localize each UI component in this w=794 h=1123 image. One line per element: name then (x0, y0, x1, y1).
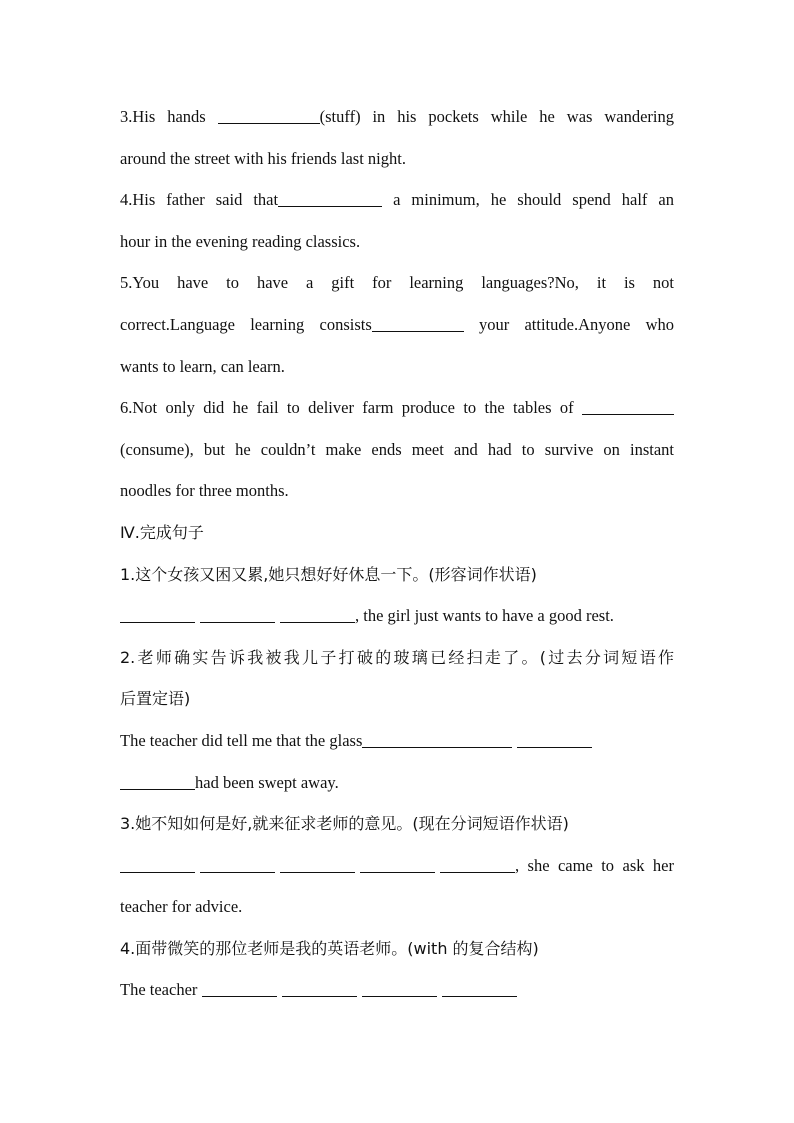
s4-q3-tail: , she came to ask her (515, 855, 674, 875)
s4-q1-blank-1[interactable] (120, 606, 195, 624)
section-4-heading (120, 512, 674, 554)
s4-q2-prompt-1 (120, 637, 674, 679)
q3-text-1: 3.His hands (120, 107, 218, 126)
s4-q2-prompt-text-2: 后置定语) (120, 689, 191, 709)
s4-q2-answer-line-2 (120, 762, 674, 804)
q3-text-2: (stuff) in his pockets while he was wandering (319, 107, 674, 126)
q6-blank[interactable] (582, 398, 674, 416)
s4-q2-answer-line-1 (120, 720, 674, 762)
s4-q4-blank-2[interactable] (282, 980, 357, 998)
s4-q2-blank-3[interactable] (120, 772, 195, 790)
s4-q4-head: The teacher (120, 980, 202, 1000)
q3-line-1 (120, 96, 674, 138)
q5-text-1: 5.You have to have a gift for learning languages?No, it is not (120, 273, 674, 293)
q5-line-3 (120, 346, 674, 388)
q5-blank[interactable] (372, 314, 464, 332)
s4-q1-prompt (120, 554, 674, 596)
q5-line-1 (120, 262, 674, 304)
s4-q1-prompt-text: 1.这个女孩又困又累,她只想好好休息一下。(形容词作状语) (120, 564, 537, 584)
s4-q2-head: The teacher did tell me that the glass (120, 730, 363, 750)
s4-q3-blank-1[interactable] (120, 855, 195, 873)
s4-q3-tail-2: teacher for advice. (120, 897, 243, 917)
q5-text-2: correct.Language learning consists (120, 314, 372, 334)
q4-blank[interactable] (278, 190, 382, 208)
q6-text-1: 6.Not only did he fail to deliver farm produce to the tables of (120, 398, 582, 418)
s4-q3-answer-line-1 (120, 845, 674, 887)
q6-line-1 (120, 387, 674, 429)
q4-text-3: hour in the evening reading classics. (120, 231, 361, 251)
s4-q1-blank-3[interactable] (280, 606, 355, 624)
s4-q1-answer-line (120, 595, 674, 637)
q6-text-2: (consume), but he couldn’t make ends meet and had to survive on instant (120, 439, 674, 459)
q3-blank[interactable] (218, 107, 320, 125)
section-4-title: Ⅳ.完成句子 (120, 522, 204, 542)
s4-q3-prompt (120, 803, 674, 845)
s4-q4-prompt (120, 928, 674, 970)
s4-q2-prompt-text-1: 2.老师确实告诉我被我儿子打破的玻璃已经扫走了。(过去分词短语作 (120, 647, 674, 667)
s4-q2-blank-1[interactable] (362, 730, 512, 748)
s4-q4-answer-line (120, 969, 674, 1011)
q3-text-3: around the street with his friends last night. (120, 148, 406, 168)
q5-line-2 (120, 304, 674, 346)
s4-q3-blank-5[interactable] (440, 855, 515, 873)
s4-q4-blank-4[interactable] (442, 980, 517, 998)
s4-q3-prompt-text: 3.她不知如何是好,就来征求老师的意见。(现在分词短语作状语) (120, 814, 569, 834)
s4-q3-blank-2[interactable] (200, 855, 275, 873)
s4-q3-blank-4[interactable] (360, 855, 435, 873)
s4-q3-blank-3[interactable] (280, 855, 355, 873)
s4-q4-blank-3[interactable] (362, 980, 437, 998)
q3-line-2 (120, 138, 674, 180)
s4-q1-blank-2[interactable] (200, 606, 275, 624)
s4-q2-blank-2[interactable] (517, 730, 592, 748)
s4-q1-tail: , the girl just wants to have a good rest. (355, 606, 614, 626)
q6-line-3 (120, 470, 674, 512)
s4-q2-tail: had been swept away. (195, 772, 339, 792)
worksheet-page (120, 96, 674, 1011)
s4-q3-answer-line-2 (120, 886, 674, 928)
q4-line-2 (120, 221, 674, 263)
s4-q4-blank-1[interactable] (202, 980, 277, 998)
s4-q2-prompt-2 (120, 678, 674, 720)
q5-text-4: wants to learn, can learn. (120, 356, 285, 376)
q6-line-2 (120, 429, 674, 471)
q4-text-2: a minimum, he should spend half an (382, 190, 674, 210)
s4-q4-prompt-text: 4.面带微笑的那位老师是我的英语老师。(with 的复合结构) (120, 938, 539, 958)
q4-text-1: 4.His father said that (120, 190, 279, 210)
q5-text-3: your attitude.Anyone who (463, 314, 674, 334)
q4-line-1 (120, 179, 674, 221)
q6-text-3: noodles for three months. (120, 481, 289, 501)
